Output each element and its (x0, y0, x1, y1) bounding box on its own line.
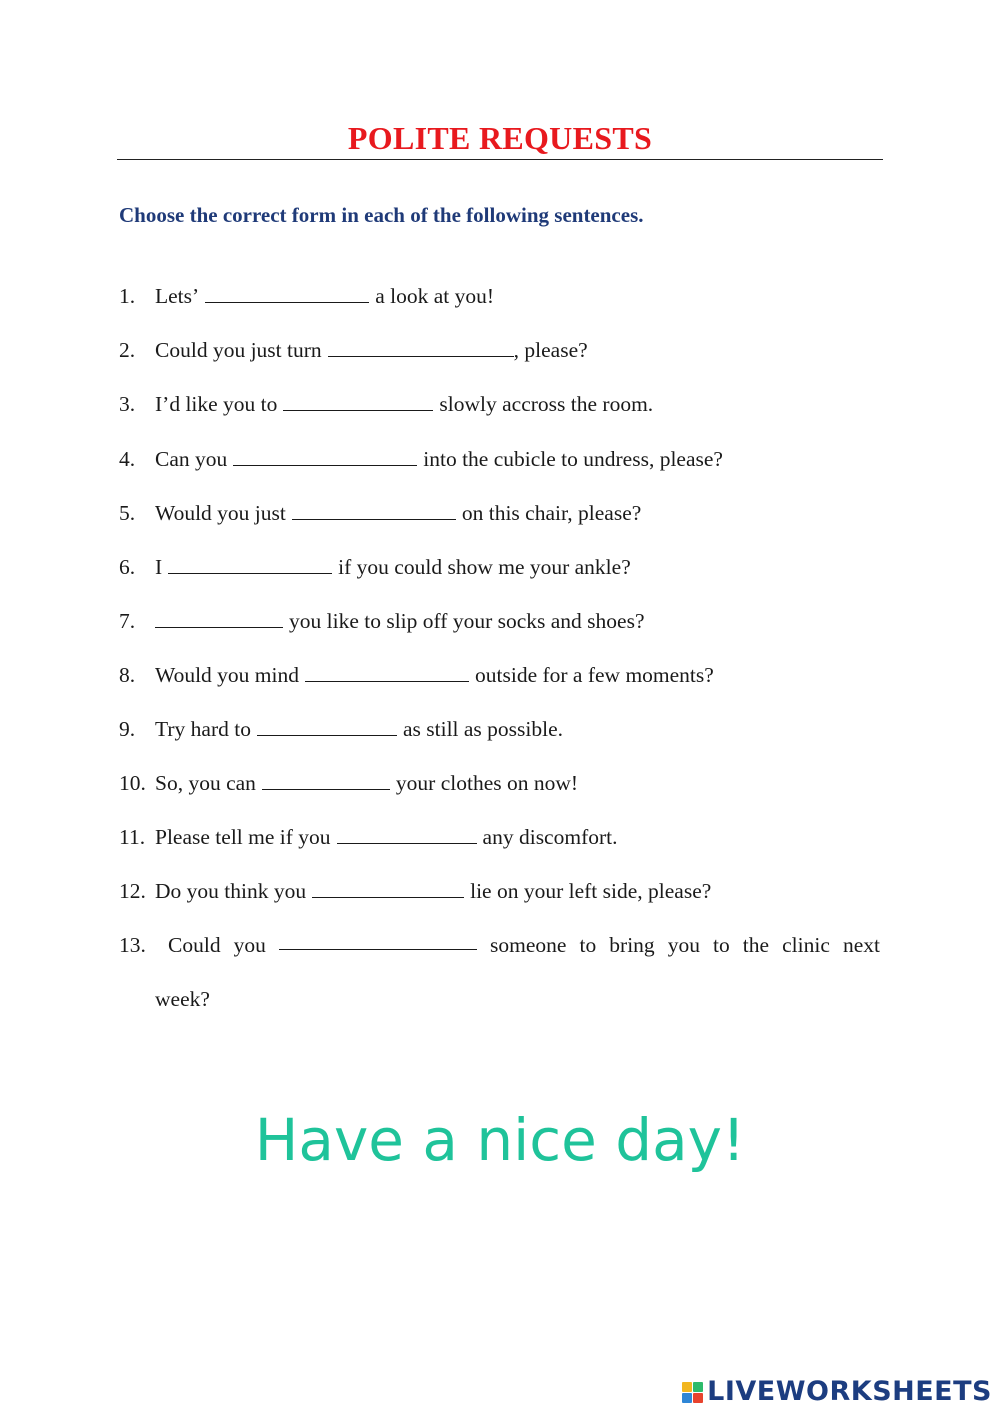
question-text-before: Can you (155, 447, 228, 471)
question-text-after: if you could show me your ankle? (338, 555, 631, 579)
answer-blank[interactable] (337, 825, 477, 844)
answer-blank[interactable] (257, 717, 397, 736)
question-9 (119, 715, 563, 743)
question-13-line-1 (119, 931, 880, 959)
question-number: 8. (119, 663, 136, 687)
question-1 (119, 282, 494, 310)
brand-name: LIVEWORKSHEETS (707, 1376, 992, 1407)
question-4 (119, 445, 723, 473)
question-word: to (713, 933, 730, 957)
question-word: Could (168, 933, 221, 957)
question-word: next (842, 933, 880, 957)
question-13 (119, 931, 880, 1013)
question-text-before: Please tell me if you (155, 825, 331, 849)
question-text-after: outside for a few moments? (475, 663, 714, 687)
question-number: 5. (119, 501, 136, 525)
question-2 (119, 336, 588, 364)
question-8 (119, 661, 714, 689)
answer-blank[interactable] (168, 555, 332, 574)
answer-blank[interactable] (279, 931, 477, 950)
question-5 (119, 499, 641, 527)
question-text-after: , please? (513, 338, 588, 362)
question-10 (119, 769, 578, 797)
question-number: 3. (119, 392, 136, 416)
question-text-before: Lets’ (155, 284, 200, 308)
question-number: 6. (119, 555, 136, 579)
question-number: 11. (119, 825, 146, 849)
answer-blank[interactable] (328, 338, 514, 357)
question-number: 4. (119, 447, 136, 471)
logo-square (682, 1382, 692, 1392)
question-text-after: you like to slip off your socks and shoes? (289, 609, 645, 633)
question-6 (119, 553, 631, 581)
answer-blank[interactable] (312, 879, 464, 898)
question-number: 13. (119, 933, 146, 957)
question-number: 10. (119, 771, 146, 795)
question-word: bring (609, 933, 655, 957)
question-number: 2. (119, 338, 136, 362)
title-divider (117, 159, 883, 160)
question-text-after: lie on your left side, please? (470, 879, 712, 903)
liveworksheets-brand[interactable] (682, 1376, 992, 1408)
question-text-after: your clothes on now! (395, 771, 579, 795)
question-word: you (667, 933, 700, 957)
closing-message: Have a nice day! (254, 1106, 746, 1174)
question-number: 7. (119, 609, 136, 633)
question-text-after: a look at you! (375, 284, 495, 308)
answer-blank[interactable] (155, 609, 283, 628)
question-text-after: slowly accross the room. (439, 392, 654, 416)
question-number: 12. (119, 879, 146, 903)
question-text-before: Could you just turn (155, 338, 322, 362)
question-word: you (233, 933, 266, 957)
question-text-before: So, you can (155, 771, 256, 795)
answer-blank[interactable] (283, 392, 433, 411)
question-text-before: Would you just (155, 501, 286, 525)
question-7 (119, 607, 645, 635)
answer-blank[interactable] (305, 663, 469, 682)
question-3 (119, 390, 653, 418)
question-word: clinic (782, 933, 830, 957)
question-text-after: on this chair, please? (461, 501, 642, 525)
logo-square (682, 1393, 692, 1403)
question-12 (119, 877, 711, 905)
question-text-before: I’d like you to (155, 392, 278, 416)
answer-blank[interactable] (205, 284, 369, 303)
answer-blank[interactable] (262, 771, 390, 790)
question-text-before: I (155, 555, 163, 579)
logo-square (693, 1393, 703, 1403)
worksheet-title: POLITE REQUESTS (347, 120, 653, 156)
question-11 (119, 823, 618, 851)
question-text-before: Would you mind (155, 663, 299, 687)
question-13-line-2: week? (155, 987, 210, 1011)
instruction-text: Choose the correct form in each of the following sentences. (119, 203, 644, 227)
question-word: the (742, 933, 770, 957)
question-text-after: as still as possible. (402, 717, 564, 741)
question-text-after: any discomfort. (482, 825, 618, 849)
question-word: someone (490, 933, 567, 957)
question-text-after: into the cubicle to undress, please? (423, 447, 723, 471)
liveworksheets-logo-icon (682, 1382, 703, 1403)
question-word: to (579, 933, 597, 957)
answer-blank[interactable] (233, 447, 417, 466)
question-text-before: Do you think you (155, 879, 307, 903)
question-number: 9. (119, 717, 136, 741)
logo-square (693, 1382, 703, 1392)
question-number: 1. (119, 284, 136, 308)
answer-blank[interactable] (292, 501, 456, 520)
question-text-before: Try hard to (155, 717, 251, 741)
